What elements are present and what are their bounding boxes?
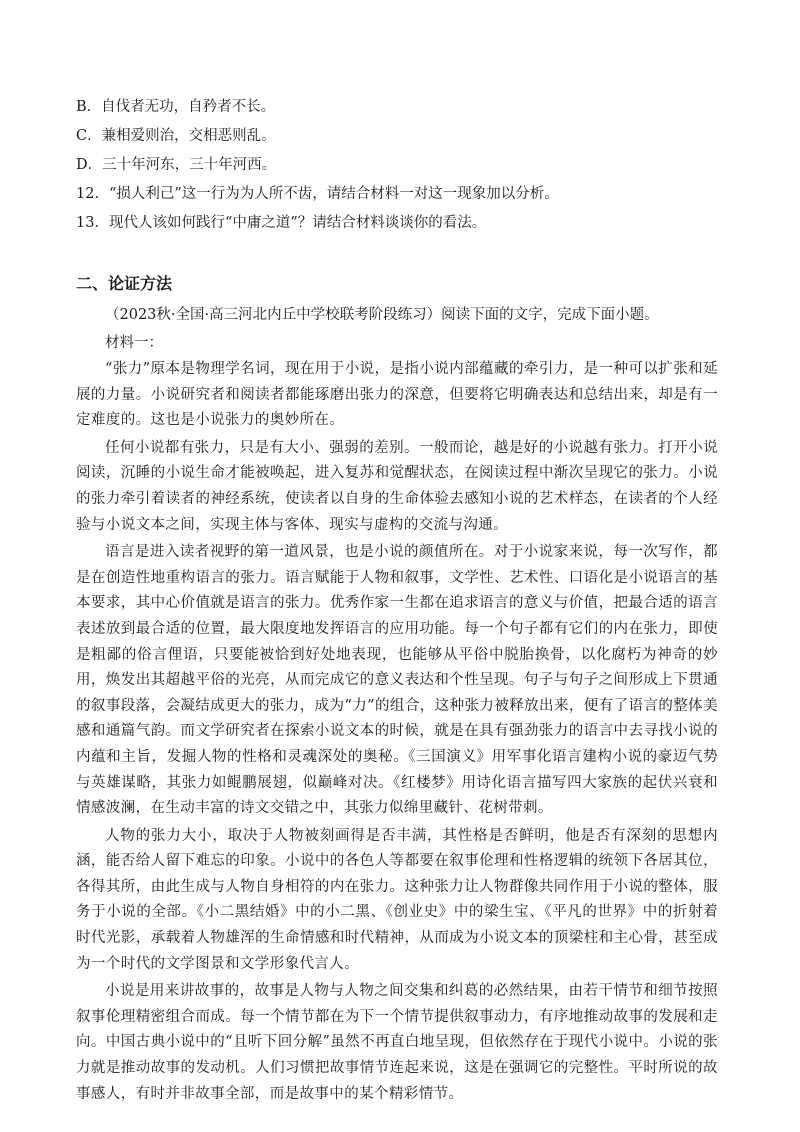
question-12: 12．“损人利己”这一行为为人所不齿，请结合材料一对这一现象加以分析。 [76,186,559,202]
material-label: 材料一： [105,335,163,351]
question-13: 13．现代人该如何践行“中庸之道”？请结合材料谈谈你的看法。 [76,215,487,231]
source-line: （2023秋·全国·高三河北内丘中学校联考阶段练习）阅读下面的文字，完成下面小题。 [105,307,659,323]
question-options [76,93,718,238]
paragraph: 语言是进入读者视野的第一道风景，也是小说的颜值所在。对于小说家来说，每一次写作，都是在创造性地重构语言的张力。语言赋能于人物和叙事，文学性、艺术性、口语化是小说语言的基本要求，其中心价值就是语言的张力。优秀作家一生都在追求语言的意义与价值，把最合适的语言表述放到最合适的位置，最大限度地发挥语言的应用功能。每一个句子都有它们的内在张力，即使是粗鄙的俗言俚语，只要能被恰到好处地表现，也能够从平俗中脱胎换骨，以化腐朽为神奇的妙用，焕发出其超越平俗的光亮，从而完成它的意义表达和个性呈现。句子与句子之间形成上下贯通的叙事段落，会凝结成更大的张力，成为“力”的组合，这种张力被释放出来，便有了语言的整体美感和通篇气韵。而文学研究者在探索小说文本的时候，就是在具有强劲张力的语言中去寻找小说的内蕴和主旨，发掘人物的性格和灵魂深处的奥秘。《三国演义》用军事化语言建构小说的豪迈气势与英雄谋略，其张力如鲲鹏展翅，似巅峰对决。《红楼梦》用诗化语言描写四大家族的起伏兴衰和情感波澜，在生动丰富的诗文交错之中，其张力似绵里藏针、花树带刺。 [76,544,718,817]
paragraph: 人物的张力大小，取决于人物被刻画得是否丰满，其性格是否鲜明，他是否有深刻的思想内涵，能否给人留下难忘的印象。小说中的各色人等都要在叙事伦理和性格逻辑的统领下各居其位，各得其所，由此生成与人物自身相符的内在张力。这种张力让人物群像共同作用于小说的整体，服务于小说的全部。《小二黑结婚》中的小二黑、《创业史》中的梁生宝、《平凡的世界》中的折射着时代光影，承载着人物雄浑的生命情感和时代精神，从而成为小说文本的顶梁柱和主心骨，甚至成为一个时代的文学图景和文学形象代言人。 [76,827,718,972]
option-b: B．自伐者无功，自矜者不长。 [76,99,276,115]
option-c: C．兼相爱则治，交相恶则乱。 [76,128,276,144]
paragraph: 小说是用来讲故事的，故事是人物与人物之间交集和纠葛的必然结果，由若干情节和细节按照叙事伦理精密组合而成。每一个情节都在为下一个情节提供叙事动力，有序地推动故事的发展和走向。中国古典小说中的“且听下回分解”虽然不再直白地呈现，但依然存在于现代小说中。小说的张力就是推动故事的发动机。人们习惯把故事情节连起来说，这是在强调它的完整性。平时所说的故事感人，有时并非故事全部，而是故事中的某个精彩情节。 [76,983,718,1102]
option-d: D．三十年河东，三十年河西。 [76,157,277,173]
paragraph: 任何小说都有张力，只是有大小、强弱的差别。一般而论，越是好的小说越有张力。打开小说阅读，沉睡的小说生命才能被唤起，进入复苏和觉醒状态，在阅读过程中渐次呈现它的张力。小说的张力牵引着读者的神经系统，使读者以自身的生命体验去感知小说的艺术样态，在读者的个人经验与小说文本之间，实现主体与客体、现实与虚构的交流与沟通。 [76,439,718,533]
article-body [76,357,718,1107]
paragraph: “张力”原本是物理学名词，现在用于小说，是指小说内部蕴藏的牵引力，是一种可以扩张和延展的力量。小说研究者和阅读者都能琢磨出张力的深意，但要将它明确表达和总结出来，却是有一定难度的。这也是小说张力的奥妙所在。 [76,361,718,429]
section-heading: 二、论证方法 [76,274,173,293]
